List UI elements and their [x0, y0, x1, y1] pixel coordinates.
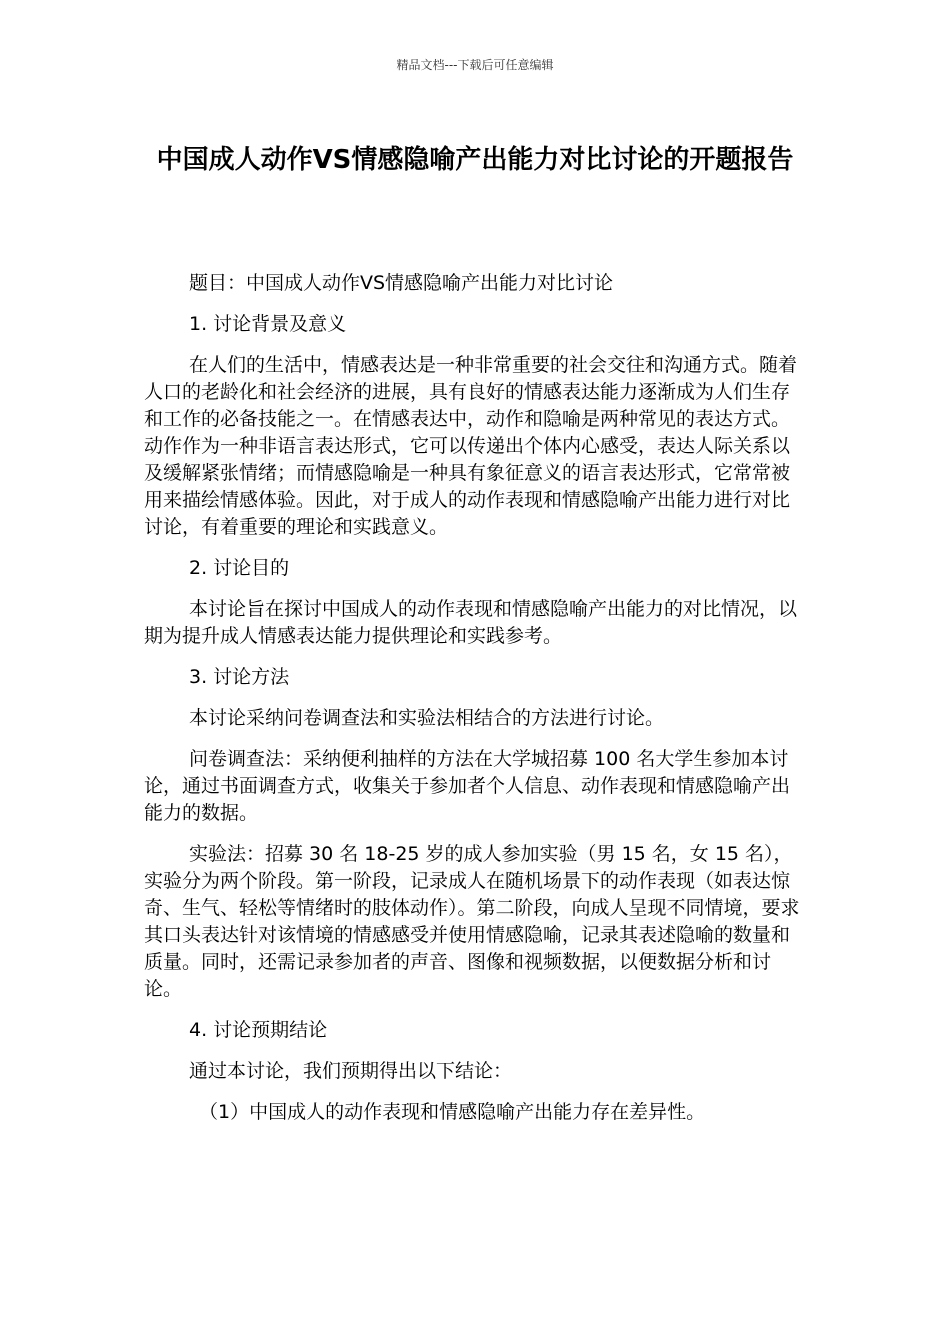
section-heading-method: 3. 讨论方法 [189, 666, 290, 688]
conclusion-item-1: （1）中国成人的动作表现和情感隐喻产出能力存在差异性。 [199, 1101, 706, 1123]
paragraph-purpose: 本讨论旨在探讨中国成人的动作表现和情感隐喻产出能力的对比情况，以期为提升成人情感表达能力提供理论和实践参考。 [144, 598, 798, 647]
document-body [144, 270, 806, 1140]
paragraph-background: 在人们的生活中，情感表达是一种非常重要的社会交往和沟通方式。随着人口的老龄化和社会经济的进展，具有良好的情感表达能力逐渐成为人们生存和工作的必备技能之一。在情感表达中，动作和隐喻是两种常见的表达方式。动作作为一种非语言表达形式，它可以传递出个体内心感受，表达人际关系以及缓解紧张情绪；而情感隐喻是一种具有象征意义的语言表达形式，它常常被用来描绘情感体验。因此，对于成人的动作表现和情感隐喻产出能力进行对比讨论，有着重要的理论和实践意义。 [144, 354, 798, 538]
paragraph-questionnaire: 问卷调查法：采纳便利抽样的方法在大学城招募 100 名大学生参加本讨论，通过书面调查方式，收集关于参加者个人信息、动作表现和情感隐喻产出能力的数据。 [144, 748, 791, 824]
paragraph-expected-intro: 通过本讨论，我们预期得出以下结论： [189, 1060, 513, 1082]
section-heading-purpose: 2. 讨论目的 [189, 557, 290, 579]
section-heading-background: 1. 讨论背景及意义 [189, 313, 347, 335]
paragraph-experiment: 实验法：招募 30 名 18-25 岁的成人参加实验（男 15 名，女 15 名），实验分为两个阶段。第一阶段，记录成人在随机场景下的动作表现（如表达惊奇、生气、轻松等情绪时的肢体动作）。第二阶段，向成人呈现不同情境，要求其口头表达针对该情境的情感感受并使用情感隐喻，记录其表述隐喻的数量和质量。同时，还需记录参加者的声音、图像和视频数据，以便数据分析和讨论。 [144, 843, 800, 1000]
topic-line: 题目：中国成人动作VS情感隐喻产出能力对比讨论 [189, 272, 614, 294]
document-title: 中国成人动作VS情感隐喻产出能力对比讨论的开题报告 [156, 145, 794, 175]
page-header-note: 精品文档---下载后可任意编辑 [396, 58, 554, 72]
section-heading-expected: 4. 讨论预期结论 [189, 1019, 328, 1041]
paragraph-method-overview: 本讨论采纳问卷调查法和实验法相结合的方法进行讨论。 [189, 707, 665, 729]
